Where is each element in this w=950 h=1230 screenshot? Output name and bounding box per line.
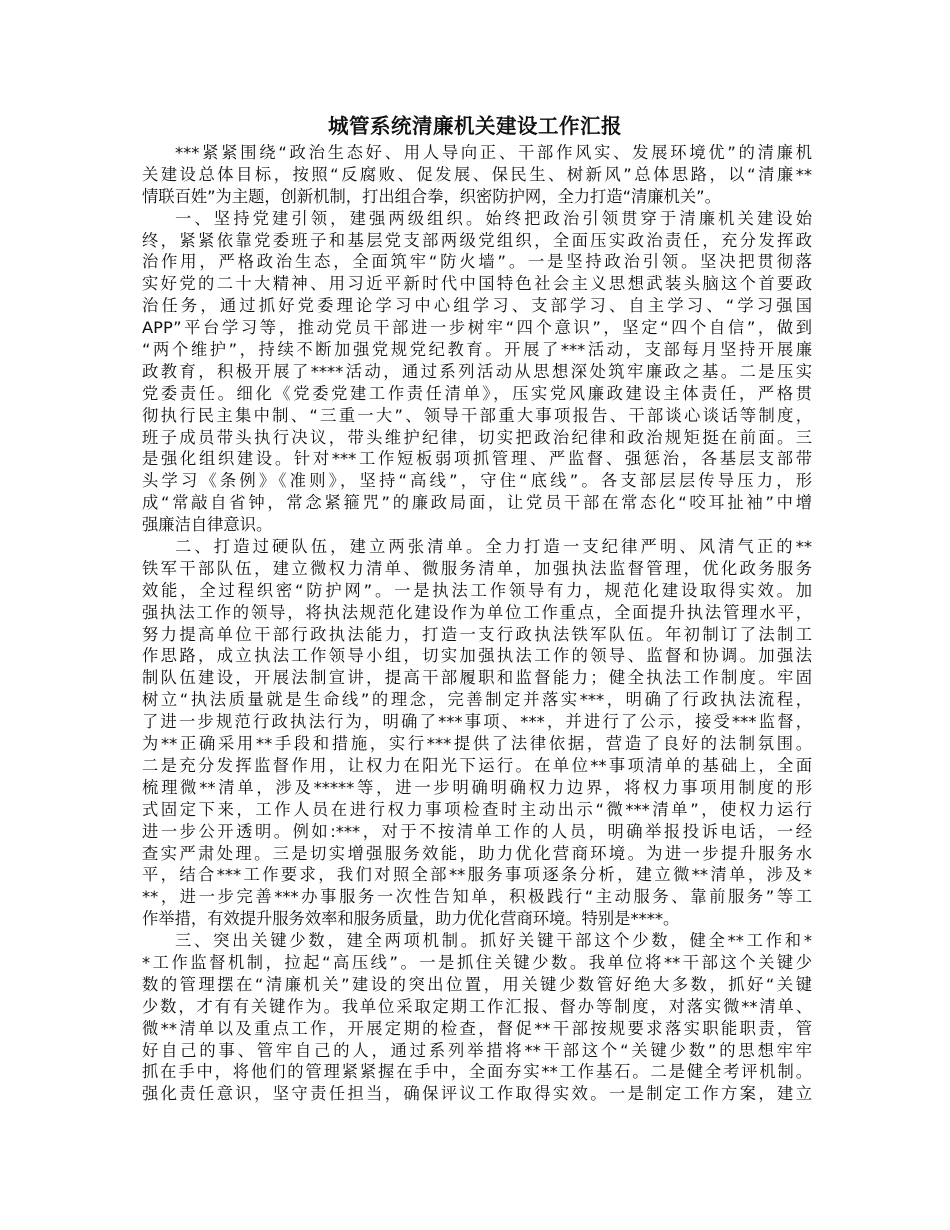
body-line: 关建设总体目标，按照“反腐败、促发展、保民生、树新风”总体思路，以“清廉** [142,164,812,184]
body-line: 终，紧紧依靠党委班子和基层党支部两级党组织，全面压实政治责任，充分发挥政 [142,230,812,250]
body-line: 少数，才有有关键作为。我单位采取定期工作汇报、督办等制度，对落实微**清单、 [142,996,812,1016]
body-line: 班子成员带头执行决议，带头维护纪律，切实把政治纪律和政治规矩挺在前面。三 [142,427,812,447]
body-line: 情联百姓”为主题，创新机制，打出组合拳，织密防护网，全力打造“清廉机关”。 [142,186,721,206]
body-line: 效能，全过程织密“防护网”。一是执法工作领导有力，规范化建设取得实效。加 [142,580,812,600]
body-line: 树立“执法质量就是生命线”的理念，完善制定并落实***，明确了行政执法流程， [142,690,812,710]
document-body [142,142,812,1105]
body-line: 努力提高单位干部行政执法能力，打造一支行政执法铁军队伍。年初制订了法制工 [142,624,812,644]
body-line: 进一步公开透明。例如:***，对于不按清单工作的人员，明确举报投诉电话，一经 [142,821,812,841]
body-line: 梳理微**清单，涉及*****等，进一步明确明确权力边界，将权力事项用制度的形 [142,777,812,797]
body-line: 强执法工作的领导，将执法规范化建设作为单位工作重点，全面提升执法管理水平， [142,602,812,622]
body-line: 制队伍建设，开展法制宣讲，提高干部履职和监督能力；健全执法工作制度。牢固 [142,668,812,688]
body-line: 铁军干部队伍，建立微权力清单、微服务清单，加强执法监督管理，优化政务服务 [142,558,812,578]
body-line: 式固定下来，工作人员在进行权力事项检查时主动出示“微***清单”，使权力运行 [142,799,812,819]
body-line: 政教育，积极开展了****活动，通过系列活动从思想深处筑牢廉政之基。二是压实 [142,361,812,381]
body-line: 一、坚持党建引领，建强两级组织。始终把政治引领贯穿于清廉机关建设始 [175,208,812,228]
body-line: “两个维护”，持续不断加强党规党纪教育。开展了***活动，支部每月坚持开展廉 [142,340,812,360]
body-line: 彻执行民主集中制、“三重一大”、领导干部重大事项报告、干部谈心谈话等制度， [142,405,812,425]
body-line: APP”平台学习等，推动党员干部进一步树牢“四个意识”，坚定“四个自信”，做到 [142,318,812,338]
body-line: 抓在手中，将他们的管理紧紧握在手中，全面夯实**工作基石。二是健全考评机制。 [142,1062,812,1082]
body-line: 查实严肃处理。三是切实增强服务效能，助力优化营商环境。为进一步提升服务水 [142,843,812,863]
body-line: 党委责任。细化《党委党建工作责任清单》，压实党风廉政建设主体责任，严格贯 [142,383,812,403]
body-line: 二、打造过硬队伍，建立两张清单。全力打造一支纪律严明、风清气正的** [175,537,812,557]
body-line: 治任务，通过抓好党委理论学习中心组学习、支部学习、自主学习、“学习强国 [142,296,812,316]
body-line: 是强化组织建设。针对***工作短板弱项抓管理、严监督、强惩治，各基层支部带 [142,449,812,469]
body-line: 为**正确采用**手段和措施，实行***提供了法律依据，营造了良好的法制氛围。 [142,734,812,754]
body-line: 作举措，有效提升服务效率和服务质量，助力优化营商环境。特别是****。 [142,909,680,929]
body-line: *工作监督机制，拉起“高压线”。一是抓住关键少数。我单位将**干部这个关键少 [142,952,812,972]
body-line: 好自己的事、管牢自己的人，通过系列举措将**干部这个“关键少数”的思想牢牢 [142,1040,812,1060]
body-line: 实好党的二十大精神、用习近平新时代中国特色社会主义思想武装头脑这个首要政 [142,274,812,294]
body-line: 强廉洁自律意识。 [142,515,273,535]
body-line: 了进一步规范行政执法行为，明确了***事项、***，并进行了公示，接受***监督， [142,712,812,732]
body-line: 三、突出关键少数，建全两项机制。抓好关键干部这个少数，健全**工作和* [175,931,812,951]
body-line: ***紧紧围绕“政治生态好、用人导向正、干部作风实、发展环境优”的清廉机 [175,143,812,162]
body-line: 强化责任意识，坚守责任担当，确保评议工作取得实效。一是制定工作方案，建立 [142,1084,812,1104]
body-line: 作思路，成立执法工作领导小组，切实加强执法工作的领导、监督和协调。加强法 [142,646,812,666]
body-line: 头学习《条例》《准则》，坚持“高线”，守住“底线”。各支部层层传导压力，形 [142,471,812,491]
body-line: 平，结合***工作要求，我们对照全部**服务事项逐条分析，建立微**清单，涉及* [142,865,812,885]
body-line: **，进一步完善***办事服务一次性告知单，积极践行“主动服务、靠前服务”等工 [142,887,812,907]
body-line: 成“常敲自省钟，常念紧箍咒”的廉政局面，让党员干部在常态化“咬耳扯袖”中增 [142,493,812,513]
body-line: 微**清单以及重点工作，开展定期的检查，督促**干部按规要求落实职能职责，管 [142,1018,812,1038]
body-line: 治作用，严格政治生态，全面筑牢“防火墙”。一是坚持政治引领。坚决把贯彻落 [142,252,812,272]
document-title: 城管系统清廉机关建设工作汇报 [328,114,622,138]
body-line: 数的管理摆在“清廉机关”建设的突出位置，用关键少数管好绝大多数，抓好“关键 [142,974,812,994]
body-line: 二是充分发挥监督作用，让权力在阳光下运行。在单位**事项清单的基础上，全面 [142,755,812,775]
